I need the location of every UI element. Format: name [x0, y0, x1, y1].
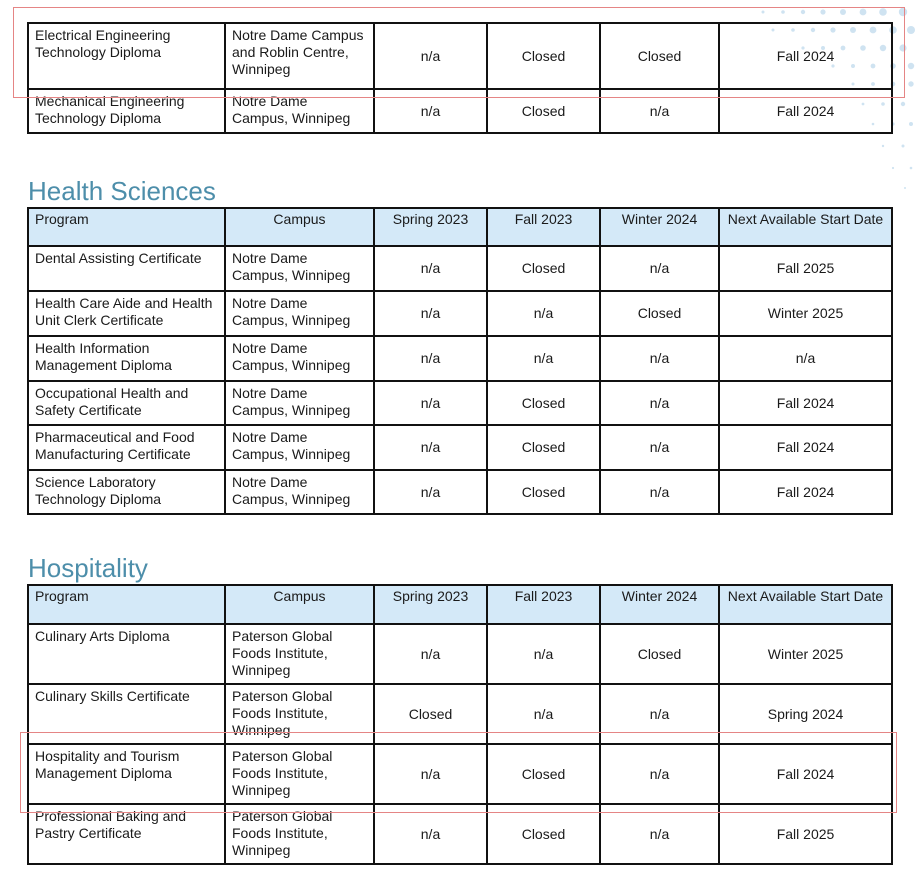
winter-2024-cell: n/a	[600, 246, 719, 291]
health-sciences-heading: Health Sciences	[28, 176, 216, 206]
hospitality-heading: Hospitality	[28, 553, 148, 583]
table-row	[28, 624, 892, 684]
winter-2024-cell: Closed	[600, 23, 719, 89]
table-row	[28, 89, 892, 133]
spring-2023-cell: n/a	[374, 291, 487, 336]
program-cell: Culinary Skills Certificate	[28, 684, 225, 744]
fall-2023-cell: Closed	[487, 89, 600, 133]
campus-cell: Notre Dame Campus, Winnipeg	[225, 425, 374, 470]
spring-2023-cell: n/a	[374, 470, 487, 514]
campus-cell: Paterson Global Foods Institute, Winnipeg	[225, 684, 374, 744]
table-row	[28, 23, 892, 89]
spring-2023-cell: n/a	[374, 425, 487, 470]
engineering-table-body	[28, 23, 892, 133]
table-row	[28, 381, 892, 425]
next-start-cell: Fall 2024	[719, 425, 892, 470]
fall-2023-column-header: Fall 2023	[487, 585, 600, 624]
program-cell: Electrical Engineering Technology Diploma	[28, 23, 225, 89]
campus-cell: Paterson Global Foods Institute, Winnipeg	[225, 624, 374, 684]
winter-2024-cell: n/a	[600, 381, 719, 425]
next-start-column-header: Next Available Start Date	[719, 208, 892, 246]
campus-cell: Notre Dame Campus, Winnipeg	[225, 336, 374, 381]
winter-2024-cell: n/a	[600, 684, 719, 744]
next-start-cell: Winter 2025	[719, 624, 892, 684]
fall-2023-cell: n/a	[487, 291, 600, 336]
program-cell: Hospitality and Tourism Management Diploma	[28, 744, 225, 804]
campus-cell: Paterson Global Foods Institute, Winnipeg	[225, 744, 374, 804]
program-cell: Pharmaceutical and Food Manufacturing Certificate	[28, 425, 225, 470]
program-cell: Science Laboratory Technology Diploma	[28, 470, 225, 514]
spring-2023-cell: Closed	[374, 684, 487, 744]
winter-2024-cell: n/a	[600, 336, 719, 381]
program-column-header: Program	[28, 585, 225, 624]
winter-2024-cell: Closed	[600, 291, 719, 336]
winter-2024-cell: n/a	[600, 89, 719, 133]
table-row	[28, 804, 892, 864]
program-cell: Mechanical Engineering Technology Diploma	[28, 89, 225, 133]
table-row	[28, 425, 892, 470]
hospitality-table	[27, 584, 893, 865]
winter-2024-cell: n/a	[600, 744, 719, 804]
next-start-cell: Fall 2024	[719, 744, 892, 804]
campus-cell: Notre Dame Campus, Winnipeg	[225, 381, 374, 425]
campus-cell: Paterson Global Foods Institute, Winnipeg	[225, 804, 374, 864]
winter-2024-cell: Closed	[600, 624, 719, 684]
fall-2023-column-header: Fall 2023	[487, 208, 600, 246]
table-row	[28, 744, 892, 804]
program-cell: Culinary Arts Diploma	[28, 624, 225, 684]
health-table-header	[28, 208, 892, 246]
table-row	[28, 336, 892, 381]
fall-2023-cell: Closed	[487, 470, 600, 514]
fall-2023-cell: n/a	[487, 624, 600, 684]
fall-2023-cell: Closed	[487, 23, 600, 89]
engineering-programs-table	[27, 22, 893, 134]
spring-2023-cell: n/a	[374, 804, 487, 864]
next-start-cell: Winter 2025	[719, 291, 892, 336]
spring-2023-column-header: Spring 2023	[374, 208, 487, 246]
campus-column-header: Campus	[225, 208, 374, 246]
program-cell: Health Care Aide and Health Unit Clerk Certificate	[28, 291, 225, 336]
fall-2023-cell: n/a	[487, 684, 600, 744]
fall-2023-cell: Closed	[487, 744, 600, 804]
campus-cell: Notre Dame Campus, Winnipeg	[225, 89, 374, 133]
fall-2023-cell: Closed	[487, 381, 600, 425]
hospitality-table-header	[28, 585, 892, 624]
spring-2023-cell: n/a	[374, 23, 487, 89]
fall-2023-cell: Closed	[487, 246, 600, 291]
table-row	[28, 291, 892, 336]
spring-2023-cell: n/a	[374, 246, 487, 291]
next-start-cell: Fall 2024	[719, 381, 892, 425]
header-row	[28, 585, 892, 624]
next-start-cell: Fall 2024	[719, 470, 892, 514]
campus-cell: Notre Dame Campus and Roblin Centre, Winnipeg	[225, 23, 374, 89]
hospitality-table-body	[28, 624, 892, 864]
table-row	[28, 684, 892, 744]
table-row	[28, 470, 892, 514]
next-start-column-header: Next Available Start Date	[719, 585, 892, 624]
next-start-cell: n/a	[719, 336, 892, 381]
header-row	[28, 208, 892, 246]
program-column-header: Program	[28, 208, 225, 246]
fall-2023-cell: n/a	[487, 336, 600, 381]
winter-2024-column-header: Winter 2024	[600, 585, 719, 624]
winter-2024-cell: n/a	[600, 425, 719, 470]
next-start-cell: Fall 2025	[719, 246, 892, 291]
winter-2024-cell: n/a	[600, 470, 719, 514]
fall-2023-cell: Closed	[487, 425, 600, 470]
fall-2023-cell: Closed	[487, 804, 600, 864]
next-start-cell: Spring 2024	[719, 684, 892, 744]
campus-column-header: Campus	[225, 585, 374, 624]
health-sciences-table	[27, 207, 893, 515]
spring-2023-cell: n/a	[374, 744, 487, 804]
spring-2023-cell: n/a	[374, 336, 487, 381]
spring-2023-cell: n/a	[374, 381, 487, 425]
winter-2024-cell: n/a	[600, 804, 719, 864]
next-start-cell: Fall 2025	[719, 804, 892, 864]
campus-cell: Notre Dame Campus, Winnipeg	[225, 470, 374, 514]
spring-2023-cell: n/a	[374, 624, 487, 684]
program-cell: Professional Baking and Pastry Certificate	[28, 804, 225, 864]
campus-cell: Notre Dame Campus, Winnipeg	[225, 291, 374, 336]
program-cell: Occupational Health and Safety Certificate	[28, 381, 225, 425]
next-start-cell: Fall 2024	[719, 23, 892, 89]
next-start-cell: Fall 2024	[719, 89, 892, 133]
health-table-body	[28, 246, 892, 514]
spring-2023-column-header: Spring 2023	[374, 585, 487, 624]
program-cell: Health Information Management Diploma	[28, 336, 225, 381]
table-row	[28, 246, 892, 291]
campus-cell: Notre Dame Campus, Winnipeg	[225, 246, 374, 291]
spring-2023-cell: n/a	[374, 89, 487, 133]
program-cell: Dental Assisting Certificate	[28, 246, 225, 291]
winter-2024-column-header: Winter 2024	[600, 208, 719, 246]
